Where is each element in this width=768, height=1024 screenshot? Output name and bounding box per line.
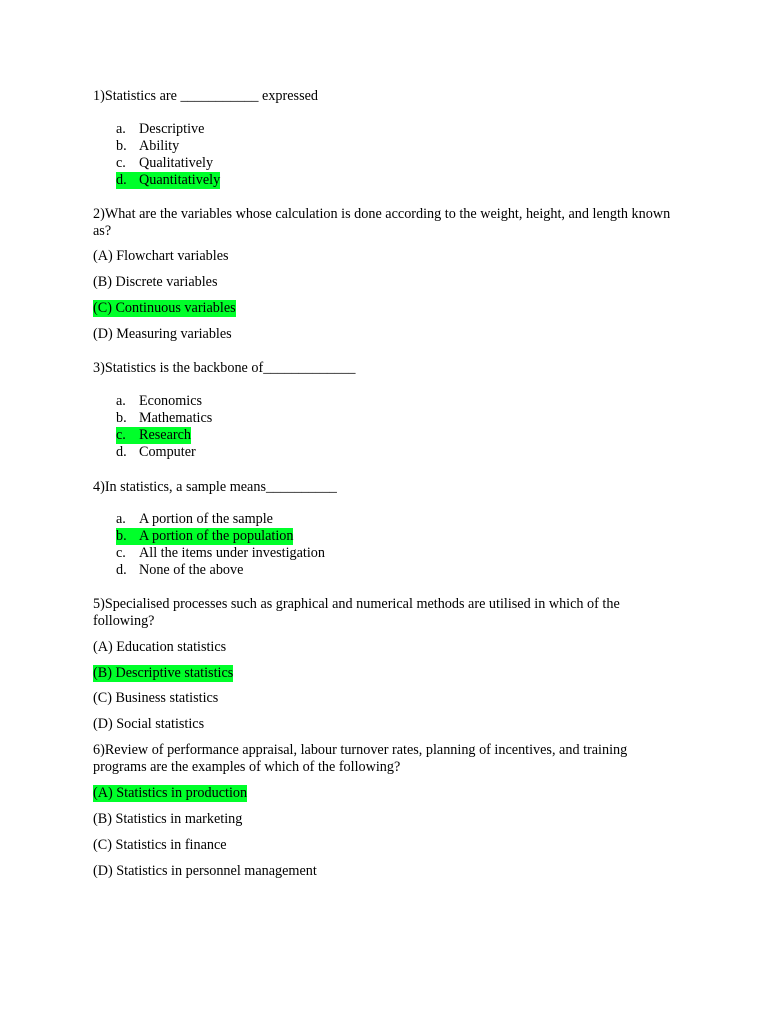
q3-option-a — [116, 393, 202, 410]
option-text: A portion of the population — [139, 528, 294, 544]
option-letter: b. — [116, 138, 127, 154]
option-text: Economics — [139, 393, 203, 409]
option-text: Research — [139, 427, 191, 443]
q4-option-c — [116, 545, 325, 562]
q4-option-d — [116, 562, 243, 579]
option-text: Ability — [139, 138, 180, 154]
option-letter: c. — [116, 427, 126, 443]
q6-option-b: (B) Statistics in marketing — [93, 811, 243, 827]
question-1: 1)Statistics are ___________ expressed — [93, 88, 318, 104]
option-letter: d. — [116, 172, 127, 188]
q2-option-d: (D) Measuring variables — [93, 326, 232, 342]
question-3: 3)Statistics is the backbone of_____________ — [93, 360, 356, 376]
q2-option-c-answer: (C) Continuous variables — [93, 300, 236, 316]
question-2: 2)What are the variables whose calculation is done according to the weight, height, and length known as? — [93, 206, 671, 239]
option-letter: a. — [116, 121, 126, 137]
q5-option-a: (A) Education statistics — [93, 639, 227, 655]
q3-option-d — [116, 444, 196, 461]
option-letter: a. — [116, 393, 126, 409]
option-letter: b. — [116, 410, 127, 426]
option-text: Descriptive — [139, 121, 205, 137]
question-5: 5)Specialised processes such as graphical and numerical methods are utilised in which of the following? — [93, 596, 620, 629]
option-letter: c. — [116, 545, 126, 561]
q2-option-b: (B) Discrete variables — [93, 274, 218, 290]
option-text: Computer — [139, 444, 196, 460]
q4-option-b-answer — [116, 528, 293, 545]
q1-option-b — [116, 138, 179, 155]
q1-option-a — [116, 121, 204, 138]
q6-option-a-answer: (A) Statistics in production — [93, 785, 248, 801]
option-letter: d. — [116, 444, 127, 460]
q5-option-d: (D) Social statistics — [93, 716, 205, 732]
question-6: 6)Review of performance appraisal, labour turnover rates, planning of incentives, and training programs are the examples of which of the following? — [93, 742, 628, 775]
option-text: Mathematics — [139, 410, 213, 426]
option-text: A portion of the sample — [139, 511, 273, 527]
q3-option-c-answer — [116, 427, 191, 444]
option-letter: a. — [116, 511, 126, 527]
q3-option-b — [116, 410, 212, 427]
q6-option-c: (C) Statistics in finance — [93, 837, 227, 853]
option-letter: d. — [116, 562, 127, 578]
q6-option-d: (D) Statistics in personnel management — [93, 863, 317, 879]
q4-option-a — [116, 511, 273, 528]
q2-option-a: (A) Flowchart variables — [93, 248, 229, 264]
question-4: 4)In statistics, a sample means__________ — [93, 479, 337, 495]
q1-option-c — [116, 155, 213, 172]
option-text: Quantitatively — [139, 172, 221, 188]
q5-option-b-answer: (B) Descriptive statistics — [93, 665, 234, 681]
option-text: Qualitatively — [139, 155, 214, 171]
option-letter: c. — [116, 155, 126, 171]
option-text: None of the above — [139, 562, 244, 578]
option-text: All the items under investigation — [139, 545, 325, 561]
q5-option-c: (C) Business statistics — [93, 690, 219, 706]
q1-option-d-answer — [116, 172, 220, 189]
option-letter: b. — [116, 528, 127, 544]
